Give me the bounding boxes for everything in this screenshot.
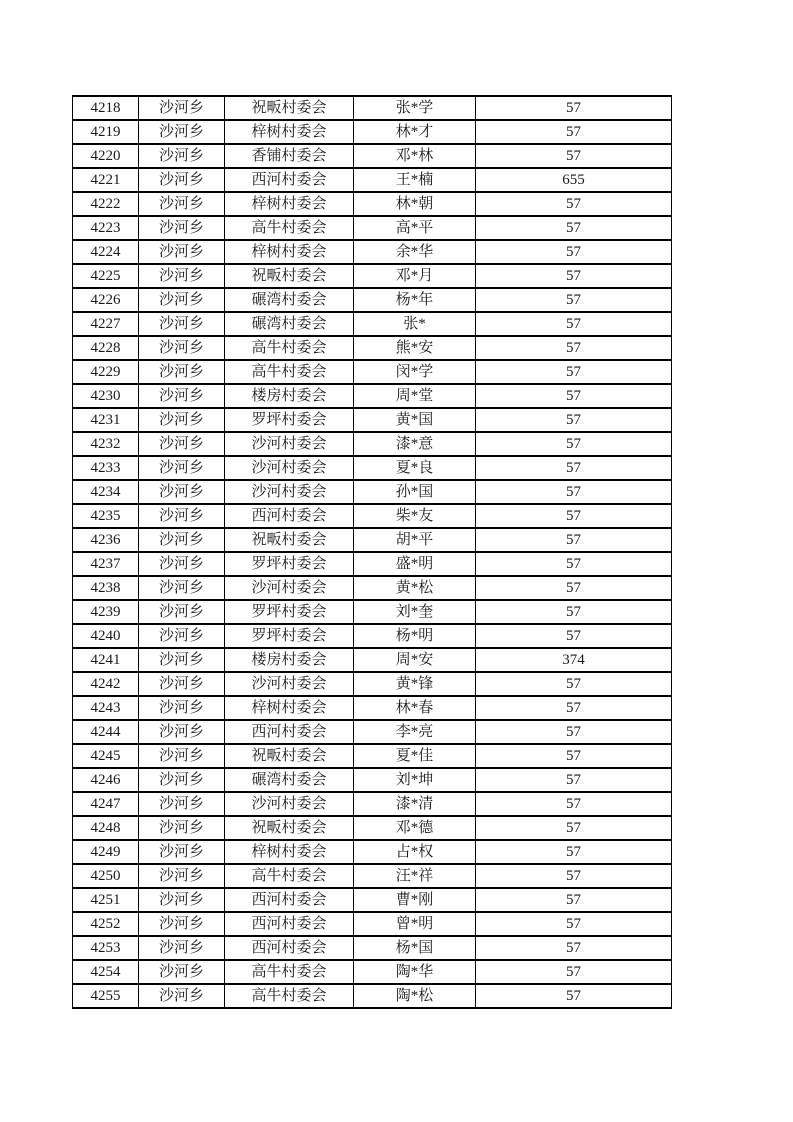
cell-masked-name: 李*亮	[354, 720, 476, 744]
cell-value: 57	[476, 720, 672, 744]
cell-serial: 4233	[73, 456, 139, 480]
cell-township: 沙河乡	[139, 600, 225, 624]
cell-township: 沙河乡	[139, 696, 225, 720]
cell-serial: 4219	[73, 120, 139, 144]
cell-value: 57	[476, 264, 672, 288]
cell-value: 57	[476, 480, 672, 504]
table-row	[73, 312, 672, 336]
cell-masked-name: 邓*林	[354, 144, 476, 168]
table-row	[73, 912, 672, 936]
cell-village-committee: 碾湾村委会	[225, 312, 354, 336]
cell-masked-name: 黄*国	[354, 408, 476, 432]
cell-serial: 4225	[73, 264, 139, 288]
cell-serial: 4218	[73, 96, 139, 120]
cell-masked-name: 杨*年	[354, 288, 476, 312]
cell-masked-name: 夏*良	[354, 456, 476, 480]
cell-township: 沙河乡	[139, 792, 225, 816]
cell-value: 57	[476, 912, 672, 936]
cell-masked-name: 杨*国	[354, 936, 476, 960]
cell-masked-name: 周*堂	[354, 384, 476, 408]
cell-value: 57	[476, 528, 672, 552]
cell-value: 57	[476, 312, 672, 336]
cell-village-committee: 高牛村委会	[225, 984, 354, 1008]
cell-masked-name: 占*权	[354, 840, 476, 864]
cell-serial: 4232	[73, 432, 139, 456]
cell-township: 沙河乡	[139, 480, 225, 504]
cell-masked-name: 邓*月	[354, 264, 476, 288]
table-row	[73, 864, 672, 888]
cell-masked-name: 孙*国	[354, 480, 476, 504]
cell-serial: 4240	[73, 624, 139, 648]
cell-township: 沙河乡	[139, 120, 225, 144]
cell-village-committee: 梓树村委会	[225, 696, 354, 720]
cell-serial: 4223	[73, 216, 139, 240]
cell-village-committee: 沙河村委会	[225, 576, 354, 600]
cell-masked-name: 曹*刚	[354, 888, 476, 912]
cell-village-committee: 楼房村委会	[225, 648, 354, 672]
table-row	[73, 576, 672, 600]
cell-value: 57	[476, 144, 672, 168]
cell-township: 沙河乡	[139, 288, 225, 312]
cell-serial: 4231	[73, 408, 139, 432]
table-row	[73, 360, 672, 384]
table-row	[73, 984, 672, 1008]
cell-township: 沙河乡	[139, 192, 225, 216]
table-row	[73, 240, 672, 264]
cell-value: 57	[476, 240, 672, 264]
cell-township: 沙河乡	[139, 648, 225, 672]
cell-village-committee: 梓树村委会	[225, 120, 354, 144]
cell-serial: 4241	[73, 648, 139, 672]
cell-masked-name: 林*才	[354, 120, 476, 144]
cell-masked-name: 余*华	[354, 240, 476, 264]
cell-serial: 4224	[73, 240, 139, 264]
cell-township: 沙河乡	[139, 96, 225, 120]
cell-value: 57	[476, 504, 672, 528]
cell-value: 57	[476, 432, 672, 456]
cell-serial: 4254	[73, 960, 139, 984]
cell-township: 沙河乡	[139, 576, 225, 600]
cell-village-committee: 高牛村委会	[225, 360, 354, 384]
cell-township: 沙河乡	[139, 360, 225, 384]
table-row	[73, 336, 672, 360]
table-row	[73, 528, 672, 552]
cell-township: 沙河乡	[139, 240, 225, 264]
cell-township: 沙河乡	[139, 144, 225, 168]
table-row	[73, 432, 672, 456]
cell-township: 沙河乡	[139, 552, 225, 576]
cell-masked-name: 漆*意	[354, 432, 476, 456]
table-row	[73, 96, 672, 120]
cell-masked-name: 林*春	[354, 696, 476, 720]
table-row	[73, 192, 672, 216]
cell-value: 57	[476, 888, 672, 912]
cell-township: 沙河乡	[139, 768, 225, 792]
cell-masked-name: 高*平	[354, 216, 476, 240]
cell-village-committee: 高牛村委会	[225, 216, 354, 240]
cell-village-committee: 西河村委会	[225, 720, 354, 744]
cell-masked-name: 周*安	[354, 648, 476, 672]
cell-township: 沙河乡	[139, 168, 225, 192]
cell-township: 沙河乡	[139, 456, 225, 480]
cell-masked-name: 盛*明	[354, 552, 476, 576]
cell-masked-name: 曾*明	[354, 912, 476, 936]
cell-masked-name: 邓*德	[354, 816, 476, 840]
cell-masked-name: 张*学	[354, 96, 476, 120]
cell-village-committee: 沙河村委会	[225, 792, 354, 816]
cell-township: 沙河乡	[139, 528, 225, 552]
table-row	[73, 264, 672, 288]
table-row	[73, 840, 672, 864]
table-row	[73, 672, 672, 696]
cell-village-committee: 楼房村委会	[225, 384, 354, 408]
table-row	[73, 600, 672, 624]
cell-township: 沙河乡	[139, 936, 225, 960]
cell-village-committee: 高牛村委会	[225, 336, 354, 360]
cell-masked-name: 黄*锋	[354, 672, 476, 696]
cell-serial: 4237	[73, 552, 139, 576]
cell-value: 655	[476, 168, 672, 192]
cell-township: 沙河乡	[139, 912, 225, 936]
cell-masked-name: 陶*华	[354, 960, 476, 984]
table-row	[73, 504, 672, 528]
table-row	[73, 768, 672, 792]
table-row	[73, 720, 672, 744]
table-row	[73, 624, 672, 648]
cell-township: 沙河乡	[139, 672, 225, 696]
cell-serial: 4248	[73, 816, 139, 840]
cell-serial: 4246	[73, 768, 139, 792]
cell-township: 沙河乡	[139, 408, 225, 432]
cell-value: 57	[476, 96, 672, 120]
cell-value: 57	[476, 864, 672, 888]
cell-value: 57	[476, 552, 672, 576]
cell-masked-name: 熊*安	[354, 336, 476, 360]
cell-township: 沙河乡	[139, 216, 225, 240]
cell-village-committee: 沙河村委会	[225, 480, 354, 504]
cell-value: 57	[476, 120, 672, 144]
cell-serial: 4230	[73, 384, 139, 408]
cell-value: 57	[476, 192, 672, 216]
table-row	[73, 384, 672, 408]
cell-village-committee: 高牛村委会	[225, 864, 354, 888]
cell-masked-name: 柴*友	[354, 504, 476, 528]
cell-village-committee: 梓树村委会	[225, 840, 354, 864]
cell-masked-name: 刘*奎	[354, 600, 476, 624]
cell-township: 沙河乡	[139, 312, 225, 336]
cell-village-committee: 西河村委会	[225, 168, 354, 192]
cell-village-committee: 祝畈村委会	[225, 264, 354, 288]
cell-value: 57	[476, 360, 672, 384]
cell-value: 57	[476, 600, 672, 624]
cell-value: 57	[476, 672, 672, 696]
cell-village-committee: 梓树村委会	[225, 192, 354, 216]
cell-village-committee: 碾湾村委会	[225, 768, 354, 792]
cell-value: 57	[476, 816, 672, 840]
cell-serial: 4245	[73, 744, 139, 768]
cell-serial: 4253	[73, 936, 139, 960]
cell-value: 57	[476, 984, 672, 1008]
cell-serial: 4247	[73, 792, 139, 816]
cell-value: 57	[476, 288, 672, 312]
table-row	[73, 696, 672, 720]
cell-township: 沙河乡	[139, 336, 225, 360]
cell-serial: 4226	[73, 288, 139, 312]
cell-value: 57	[476, 768, 672, 792]
cell-masked-name: 夏*佳	[354, 744, 476, 768]
table-row	[73, 960, 672, 984]
cell-village-committee: 罗坪村委会	[225, 600, 354, 624]
cell-township: 沙河乡	[139, 504, 225, 528]
cell-serial: 4236	[73, 528, 139, 552]
cell-township: 沙河乡	[139, 744, 225, 768]
cell-serial: 4255	[73, 984, 139, 1008]
cell-township: 沙河乡	[139, 624, 225, 648]
cell-village-committee: 梓树村委会	[225, 240, 354, 264]
cell-village-committee: 祝畈村委会	[225, 96, 354, 120]
cell-village-committee: 罗坪村委会	[225, 624, 354, 648]
cell-value: 57	[476, 960, 672, 984]
cell-village-committee: 罗坪村委会	[225, 408, 354, 432]
cell-village-committee: 西河村委会	[225, 888, 354, 912]
records-table	[72, 95, 672, 1009]
cell-value: 57	[476, 936, 672, 960]
table-row	[73, 792, 672, 816]
cell-masked-name: 漆*清	[354, 792, 476, 816]
table-row	[73, 744, 672, 768]
cell-value: 57	[476, 624, 672, 648]
table-row	[73, 168, 672, 192]
cell-serial: 4239	[73, 600, 139, 624]
table-row	[73, 120, 672, 144]
cell-serial: 4222	[73, 192, 139, 216]
cell-township: 沙河乡	[139, 840, 225, 864]
cell-serial: 4244	[73, 720, 139, 744]
cell-serial: 4250	[73, 864, 139, 888]
table-row	[73, 288, 672, 312]
cell-serial: 4252	[73, 912, 139, 936]
cell-village-committee: 罗坪村委会	[225, 552, 354, 576]
table-row	[73, 408, 672, 432]
cell-village-committee: 祝畈村委会	[225, 744, 354, 768]
cell-value: 374	[476, 648, 672, 672]
cell-township: 沙河乡	[139, 432, 225, 456]
cell-value: 57	[476, 576, 672, 600]
cell-value: 57	[476, 216, 672, 240]
cell-masked-name: 胡*平	[354, 528, 476, 552]
cell-masked-name: 王*楠	[354, 168, 476, 192]
cell-village-committee: 祝畈村委会	[225, 816, 354, 840]
cell-masked-name: 汪*祥	[354, 864, 476, 888]
cell-serial: 4235	[73, 504, 139, 528]
cell-township: 沙河乡	[139, 984, 225, 1008]
cell-masked-name: 黄*松	[354, 576, 476, 600]
cell-masked-name: 杨*明	[354, 624, 476, 648]
cell-village-committee: 沙河村委会	[225, 672, 354, 696]
cell-serial: 4242	[73, 672, 139, 696]
cell-village-committee: 香铺村委会	[225, 144, 354, 168]
records-table-body	[73, 96, 672, 1008]
cell-township: 沙河乡	[139, 720, 225, 744]
cell-value: 57	[476, 744, 672, 768]
cell-serial: 4227	[73, 312, 139, 336]
cell-serial: 4243	[73, 696, 139, 720]
table-row	[73, 456, 672, 480]
cell-village-committee: 祝畈村委会	[225, 528, 354, 552]
cell-value: 57	[476, 840, 672, 864]
cell-masked-name: 陶*松	[354, 984, 476, 1008]
cell-township: 沙河乡	[139, 960, 225, 984]
cell-township: 沙河乡	[139, 264, 225, 288]
cell-value: 57	[476, 792, 672, 816]
cell-masked-name: 刘*坤	[354, 768, 476, 792]
table-row	[73, 816, 672, 840]
cell-village-committee: 西河村委会	[225, 912, 354, 936]
cell-serial: 4221	[73, 168, 139, 192]
cell-serial: 4238	[73, 576, 139, 600]
cell-serial: 4229	[73, 360, 139, 384]
cell-village-committee: 西河村委会	[225, 504, 354, 528]
cell-serial: 4249	[73, 840, 139, 864]
cell-masked-name: 林*朝	[354, 192, 476, 216]
cell-township: 沙河乡	[139, 864, 225, 888]
cell-village-committee: 沙河村委会	[225, 432, 354, 456]
cell-township: 沙河乡	[139, 816, 225, 840]
cell-masked-name: 张*	[354, 312, 476, 336]
cell-value: 57	[476, 696, 672, 720]
cell-serial: 4251	[73, 888, 139, 912]
cell-serial: 4220	[73, 144, 139, 168]
cell-value: 57	[476, 336, 672, 360]
cell-value: 57	[476, 408, 672, 432]
cell-serial: 4228	[73, 336, 139, 360]
table-row	[73, 216, 672, 240]
table-row	[73, 480, 672, 504]
table-row	[73, 888, 672, 912]
table-row	[73, 552, 672, 576]
cell-township: 沙河乡	[139, 384, 225, 408]
cell-village-committee: 西河村委会	[225, 936, 354, 960]
cell-value: 57	[476, 384, 672, 408]
table-row	[73, 936, 672, 960]
cell-village-committee: 沙河村委会	[225, 456, 354, 480]
cell-serial: 4234	[73, 480, 139, 504]
cell-value: 57	[476, 456, 672, 480]
cell-village-committee: 高牛村委会	[225, 960, 354, 984]
table-row	[73, 648, 672, 672]
cell-township: 沙河乡	[139, 888, 225, 912]
cell-masked-name: 闵*学	[354, 360, 476, 384]
cell-village-committee: 碾湾村委会	[225, 288, 354, 312]
table-row	[73, 144, 672, 168]
